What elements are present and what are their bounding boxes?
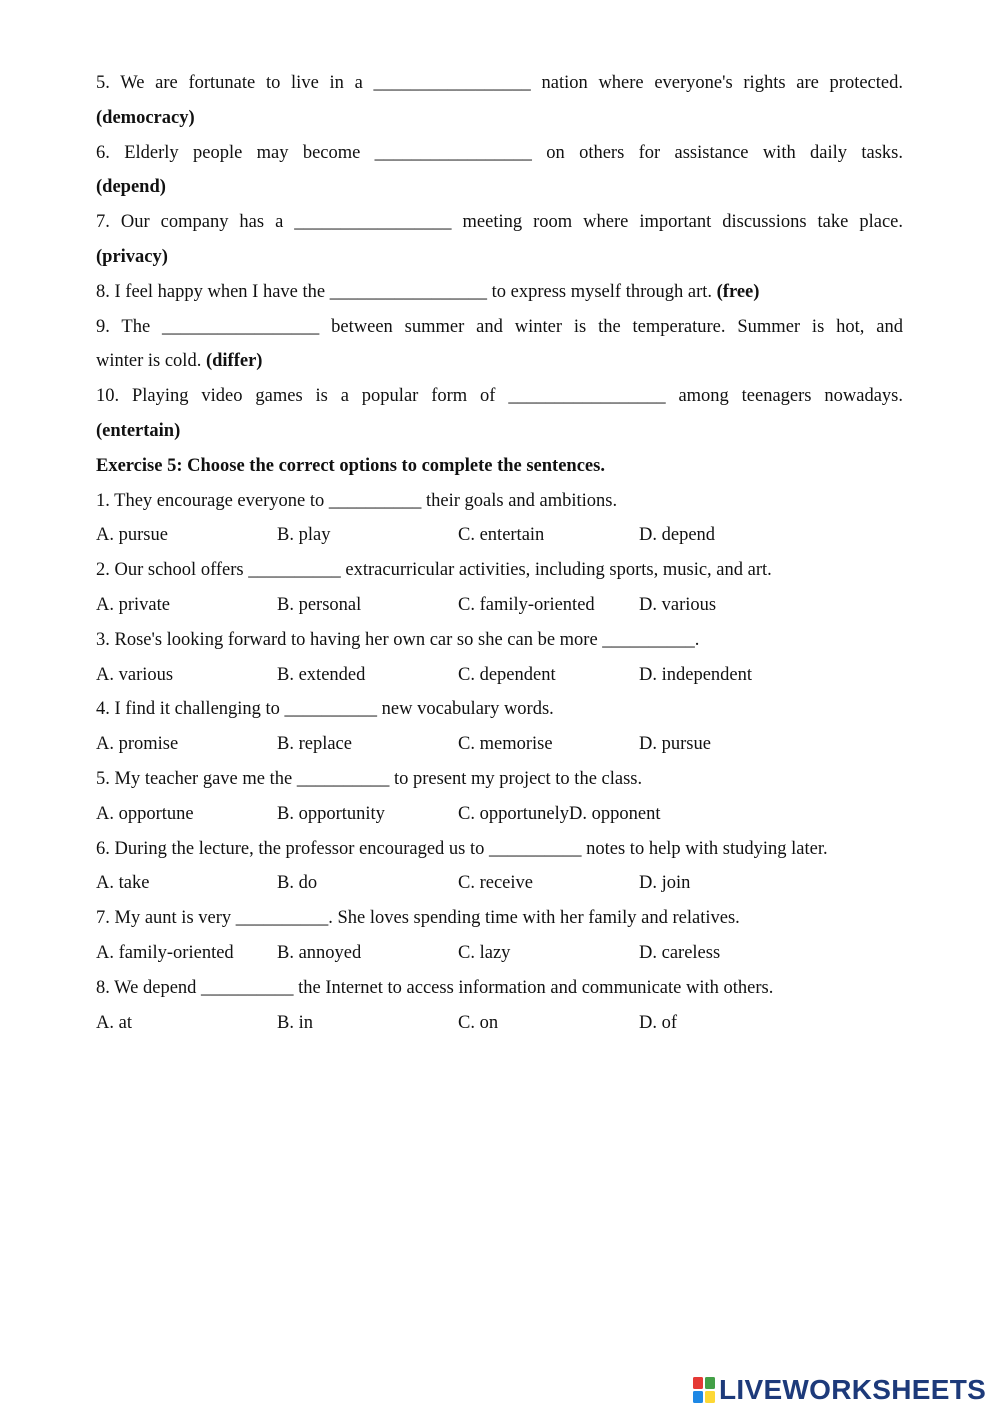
option-c: C. family-oriented <box>458 594 595 615</box>
option-a: A. opportune <box>96 803 194 824</box>
option-b: B. in <box>277 1012 313 1033</box>
ex4-item-10: 10. Playing video games is a popular form of _________________ among teenagers nowadays. <box>96 386 903 407</box>
option-c: C. receive <box>458 873 533 894</box>
option-c: C. entertain <box>458 525 545 546</box>
option-a: A. private <box>96 594 170 615</box>
option-a: A. at <box>96 1012 132 1033</box>
option-a: A. various <box>96 664 174 685</box>
option-a: A. promise <box>96 734 179 755</box>
ex4-item-6: 6. Elderly people may become _________________ on others for assistance with daily tasks. <box>96 142 903 163</box>
ex5-question-7: 7. My aunt is very __________. She loves spending time with her family and relatives. <box>96 908 740 929</box>
option-d: D. of <box>639 1012 678 1033</box>
option-b: B. annoyed <box>277 942 362 963</box>
option-d: D. opponent <box>569 803 661 824</box>
ex5-question-4: 4. I find it challenging to __________ new vocabulary words. <box>96 699 554 720</box>
option-b: B. extended <box>277 664 366 685</box>
liveworksheets-logo-text: LIVEWORKSHEETS <box>719 1374 987 1405</box>
ex4-item-6-word: (depend) <box>96 177 166 198</box>
ex4-item-9-word: (differ) <box>205 351 263 372</box>
ex5-options-7 <box>96 936 903 971</box>
liveworksheets-logo-icon <box>693 1377 715 1403</box>
ex4-item-7-word: (privacy) <box>96 246 168 267</box>
ex5-options-5 <box>96 797 903 832</box>
option-c: C. dependent <box>458 664 556 685</box>
ex5-question-6: 6. During the lecture, the professor encouraged us to __________ notes to help with studying later. <box>96 838 828 859</box>
option-d: D. join <box>639 873 691 894</box>
option-c: C. on <box>458 1012 499 1033</box>
ex5-options-1 <box>96 518 903 553</box>
ex5-question-3: 3. Rose's looking forward to having her own car so she can be more __________. <box>96 629 700 650</box>
option-d: D. independent <box>639 664 753 685</box>
ex5-options-4 <box>96 727 903 762</box>
option-d: D. depend <box>639 525 716 546</box>
option-c: C. lazy <box>458 942 511 963</box>
ex4-item-9-cont: winter is cold. (differ) <box>96 351 263 372</box>
ex5-options-6 <box>96 866 903 901</box>
ex4-item-9: 9. The _________________ between summer and winter is the temperature. Summer is hot, and <box>96 316 903 337</box>
option-d: D. careless <box>639 942 721 963</box>
option-b: B. personal <box>277 594 362 615</box>
option-b: B. do <box>277 873 318 894</box>
ex5-options-3 <box>96 658 903 693</box>
option-c-and-d <box>458 797 660 832</box>
ex4-item-10-word: (entertain) <box>96 420 181 441</box>
liveworksheets-logo <box>693 1374 986 1406</box>
option-c: C. memorise <box>458 734 553 755</box>
option-a: A. family-oriented <box>96 942 234 963</box>
ex4-item-8: 8. I feel happy when I have the _________________ to express myself through art. (free) <box>96 281 760 302</box>
option-d: D. pursue <box>639 734 711 755</box>
option-b: B. opportunity <box>277 803 385 824</box>
ex5-question-5: 5. My teacher gave me the __________ to present my project to the class. <box>96 768 643 789</box>
ex4-item-8-word: (free) <box>716 281 760 302</box>
ex5-question-1: 1. They encourage everyone to __________ their goals and ambitions. <box>96 490 618 511</box>
exercise-5-heading: Exercise 5: Choose the correct options to complete the sentences. <box>96 455 605 476</box>
ex5-question-8: 8. We depend __________ the Internet to access information and communicate with others. <box>96 977 774 998</box>
option-d: D. various <box>639 594 717 615</box>
ex4-item-5: 5. We are fortunate to live in a _________________ nation where everyone's rights are protected. <box>96 73 903 93</box>
option-c: C. opportunely <box>458 803 569 824</box>
ex5-question-2: 2. Our school offers __________ extracurricular activities, including sports, music, and art. <box>96 560 772 581</box>
ex4-item-5-word: (democracy) <box>96 107 195 128</box>
ex5-options-2 <box>96 588 903 623</box>
ex4-item-7: 7. Our company has a _________________ meeting room where important discussions take place. <box>96 212 903 233</box>
option-b: B. replace <box>277 734 352 755</box>
option-a: A. take <box>96 873 150 894</box>
worksheet-page <box>96 66 903 1040</box>
option-a: A. pursue <box>96 525 168 546</box>
option-b: B. play <box>277 525 331 546</box>
ex5-options-8 <box>96 1006 903 1041</box>
